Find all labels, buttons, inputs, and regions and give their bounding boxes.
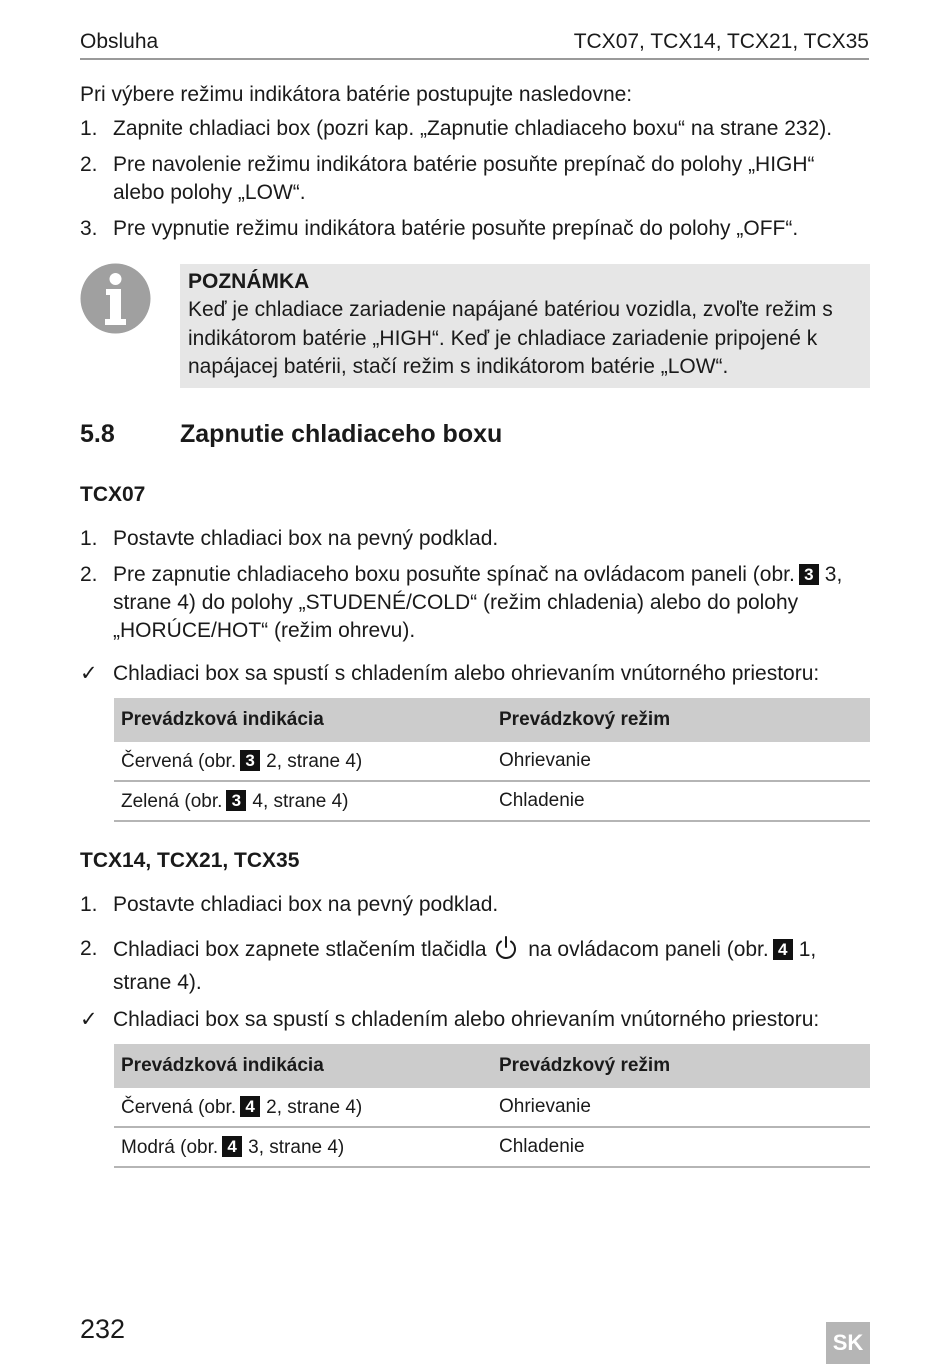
- header-divider: [80, 58, 869, 60]
- table-row: [114, 742, 870, 781]
- step-text: [113, 561, 870, 645]
- result-text: Chladiaci box sa spustí s chladením alebo ohrievaním vnútorného priestoru:: [113, 662, 820, 685]
- note-title: POZNÁMKA: [188, 270, 310, 293]
- step-text: Pre vypnutie režimu indikátora batérie posuňte prepínač do polohy „OFF“.: [113, 217, 799, 240]
- step-text-part: 1,: [798, 938, 817, 961]
- cell-text: 3, strane 4): [248, 1136, 345, 1158]
- note-body: Keď je chladiace zariadenie napájané batériou vozidla, zvoľte režim s indikátorom batérie „HIGH“. Keď je chladiace zariadenie pripojené k napájacej batérii, stačí režim s indikátorom batérie „LOW“.: [188, 298, 833, 378]
- subheading-tcx07: TCX07: [80, 483, 146, 506]
- figure-number-badge: 4: [222, 1136, 242, 1157]
- checkmark-icon: ✓: [80, 1008, 98, 1031]
- step-text-part: „HORÚCE/HOT“ (režim ohrevu).: [113, 619, 416, 642]
- step-text-part: strane 4) do polohy „STUDENÉ/COLD“ (režim chladenia) alebo do polohy: [113, 591, 799, 614]
- section-title: Zapnutie chladiaceho boxu: [180, 420, 503, 448]
- step-text: Zapnite chladiaci box (pozri kap. „Zapnutie chladiaceho boxu“ na strane 232).: [113, 117, 833, 140]
- table-cell: Ohrievanie: [492, 742, 870, 781]
- operation-table-tcx14-21-35: [114, 1044, 870, 1168]
- table-header-row: [114, 1044, 870, 1088]
- table-cell: [114, 742, 492, 781]
- cell-text: Zelená (obr.: [121, 790, 223, 812]
- header-models: TCX07, TCX14, TCX21, TCX35: [573, 30, 869, 53]
- cell-text: Červená (obr.: [121, 750, 237, 772]
- step-text-part: Pre zapnutie chladiaceho boxu posuňte spínač na ovládacom paneli (obr.: [113, 563, 795, 586]
- table-cell: Chladenie: [492, 1127, 870, 1167]
- section-number: 5.8: [80, 420, 115, 448]
- table-header: Prevádzkový režim: [492, 1044, 870, 1088]
- table-cell: Ohrievanie: [492, 1088, 870, 1127]
- table-header-row: [114, 698, 870, 742]
- table-cell: [114, 781, 492, 821]
- step-text-part: strane 4).: [113, 971, 202, 994]
- table-header: Prevádzková indikácia: [114, 698, 492, 742]
- step-number: 1.: [80, 117, 98, 140]
- cell-text: 2, strane 4): [266, 1096, 363, 1118]
- cell-text: Modrá (obr.: [121, 1136, 219, 1158]
- step-text-part: 3,: [824, 563, 843, 586]
- header-section: Obsluha: [80, 30, 159, 53]
- language-badge: SK: [826, 1322, 870, 1364]
- figure-number-badge: 4: [773, 939, 793, 960]
- cell-text: 4, strane 4): [252, 790, 349, 812]
- result-text: Chladiaci box sa spustí s chladením alebo ohrievaním vnútorného priestoru:: [113, 1008, 820, 1031]
- table-cell: [114, 1088, 492, 1127]
- operation-table-tcx07: [114, 698, 870, 822]
- step-text: [113, 935, 870, 997]
- table-header: Prevádzkový režim: [492, 698, 870, 742]
- step-text: Postavte chladiaci box na pevný podklad.: [113, 527, 499, 550]
- cell-text: Červená (obr.: [121, 1096, 237, 1118]
- page-number: 232: [80, 1314, 126, 1344]
- step-text: Pre navolenie režimu indikátora batérie posuňte prepínač do polohy „HIGH“ alebo polohy „LOW“.: [113, 153, 815, 204]
- checkmark-icon: ✓: [80, 662, 98, 685]
- step-number: 1.: [80, 893, 98, 916]
- table-cell: [114, 1127, 492, 1167]
- power-icon: [494, 935, 518, 969]
- table-header: Prevádzková indikácia: [114, 1044, 492, 1088]
- table-row: [114, 1088, 870, 1127]
- step-number: 2.: [80, 563, 98, 586]
- step-number: 2.: [80, 937, 98, 960]
- figure-number-badge: 3: [240, 750, 260, 771]
- step-number: 1.: [80, 527, 98, 550]
- info-icon: [80, 263, 151, 334]
- table-cell: Chladenie: [492, 781, 870, 821]
- subheading-tcx14-21-35: TCX14, TCX21, TCX35: [80, 849, 300, 872]
- step-text: Postavte chladiaci box na pevný podklad.: [113, 893, 499, 916]
- table-row: [114, 1127, 870, 1167]
- cell-text: 2, strane 4): [266, 750, 363, 772]
- step-number: 3.: [80, 217, 98, 240]
- step-text-part: Chladiaci box zapnete stlačením tlačidla: [113, 938, 487, 961]
- table-row: [114, 781, 870, 821]
- figure-number-badge: 4: [240, 1096, 260, 1117]
- figure-number-badge: 3: [799, 564, 819, 585]
- figure-number-badge: 3: [226, 790, 246, 811]
- step-number: 2.: [80, 153, 98, 176]
- intro-lead: Pri výbere režimu indikátora batérie postupujte nasledovne:: [80, 83, 633, 106]
- step-text-part: na ovládacom paneli (obr.: [528, 938, 769, 961]
